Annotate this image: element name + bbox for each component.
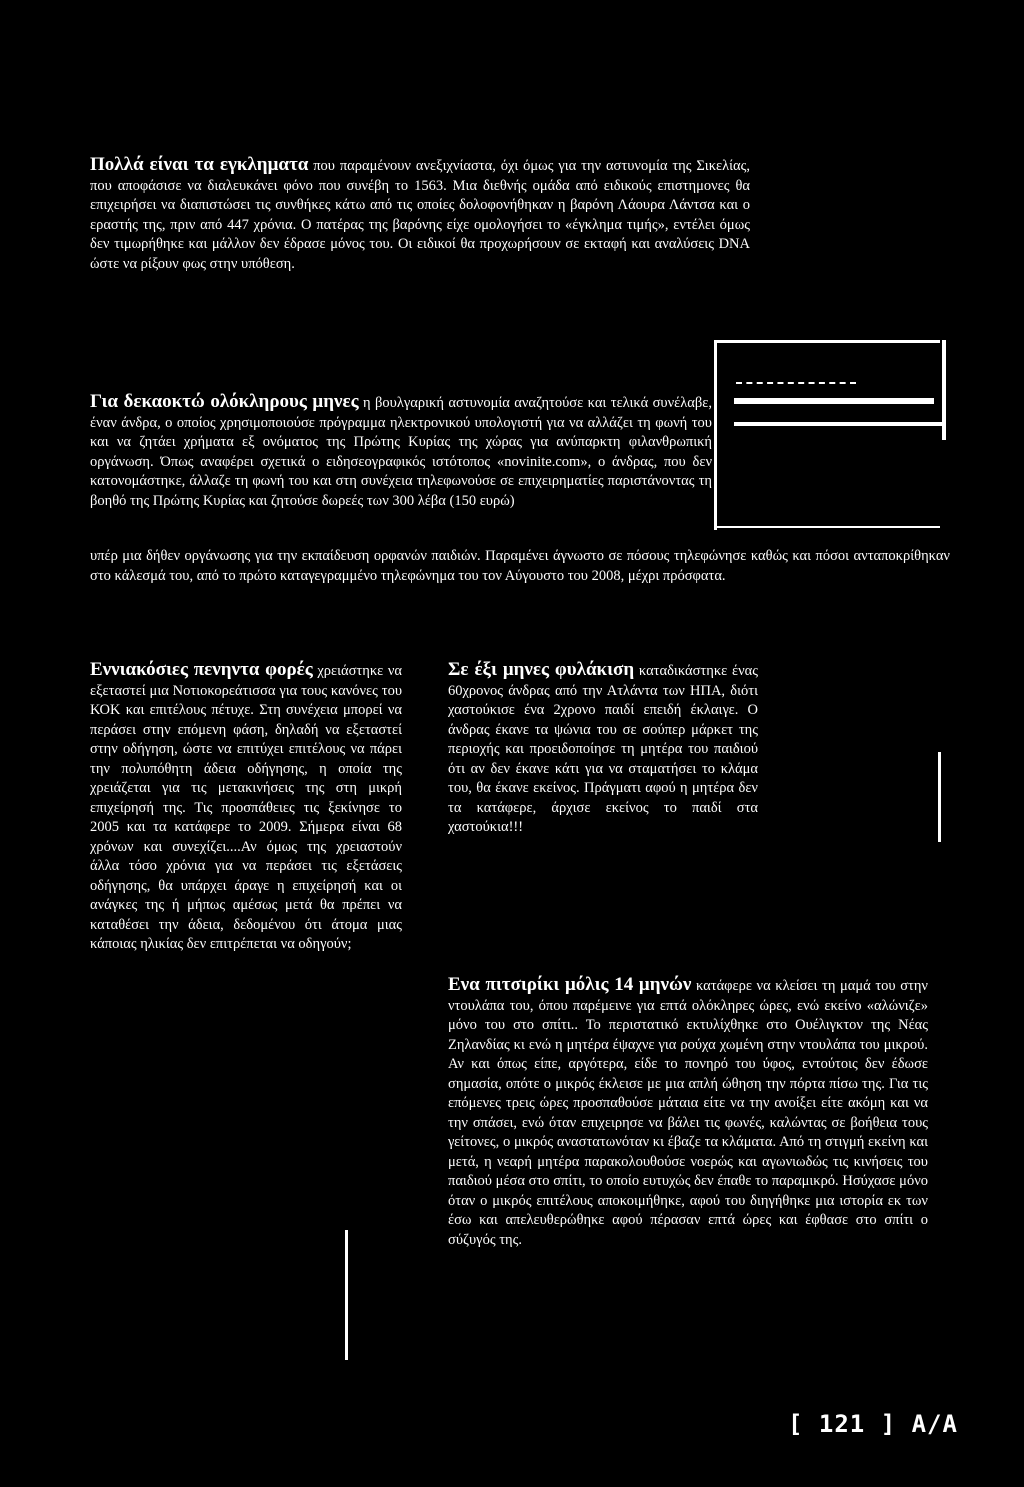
article-lead: Ενα πιτσιρίκι μόλις 14 μηνών (448, 974, 692, 995)
article-toddler-wardrobe (448, 975, 928, 1250)
page-number: [ 121 ] A/A (788, 1410, 958, 1438)
article-lead: Για δεκαοκτώ ολόκληρους μηνες (90, 391, 359, 412)
article-body: χρειάστηκε να εξεταστεί μια Νοτιοκορεάτισσα για τους κανόνες του ΚΟΚ και επιτέλους πέτυχε. Στη συνέχεια μπορεί να περάσει στην επόμενη φάση, δηλαδή να εξεταστεί στην οδήγηση, ώστε να επιτύχει επιτέλους να πάρει την πολυπόθητη άδεια οδήγησης, η οποία της χρειάζεται για τις μετακινήσεις της στη μικρή επιχείρησή της. Τις προσπάθειες τις ξεκίνησε το 2005 και τα κατάφερε το 2009. Σήμερα είναι 68 χρόνων και συνεχίζει....Αν όμως της χρειαστούν άλλα τόσο χρόνια για να περάσει τις εξετάσεις οδήγησης, θα υπάρχει άραγε η επιχείρησή και οι ανάγκες της ή μήπως αμέσως μετά θα πρέπει να καταθέσει την άδεια, δεδομένου ότι άτομα μιας κάποιας ηλικίας δεν επιτρέπεται να οδηγούν; (90, 663, 402, 952)
article-body: η βουλγαρική αστυνομία αναζητούσε και τελικά συνέλαβε, έναν άνδρα, ο οποίος χρησιμοποιούσε πρόγραμμα ηλεκτρονικού υπολογιστή για να αλλάζει τη φωνή του και να ζητάει χρήματα εξ ονόματος της Πρώτης Κυρίας της χώρας για ανύπαρκτη φιλανθρωπική οργάνωση. Όπως αναφέρει σχετικά ο ειδησεογραφικός ιστότοπος «novinite.com», ο άνδρας, που δεν κατονομάστηκε, άλλαζε τη φωνή του και στη συνέχεια τηλεφωνούσε σε επιχειρηματίες παριστάνοντας τη βοηθό της Πρώτης Κυρίας και ζητούσε δωρεές των 300 λέβα (150 ευρώ) (90, 395, 712, 509)
article-body: που παραμένουν ανεξιχνίαστα, όχι όμως για την αστυνομία της Σικελίας, που αποφάσισε να διαλευκάνει φόνο που συνέβη το 1563. Μια διεθνής ομάδα από ειδικούς επιστημονες θα επιχειρήσει να διαπιστώσει τις συνθήκες κάτω από τις οποίες δολοφονήθηκαν η βαρόνη Λάουρα Λάντσα και ο εραστής της, πριν από 447 χρόνια. Ο πατέρας της βαρόνης είχε ομολογήσει το «έγκλημα τιμής», εντέλει όμως δεν τιμωρήθηκε και μάλλον δεν έδρασε μόνος του. Οι ειδικοί θα προχωρήσουν σε εκταφή και αναλύσεις DNA ώστε να ρίξουν φως στην υπόθεση. (90, 158, 750, 272)
article-lead: Πολλά είναι τα εγκληματα (90, 154, 309, 175)
article-body: καταδικάστηκε ένας 60χρονος άνδρας από την Ατλάντα των ΗΠΑ, διότι χαστούκισε ένα 2χρονο παιδί επειδή έκλαιγε. Ο άνδρας έκανε τα ψώνια του σε σούπερ μάρκετ της περιοχής και προειδοποίησε τη μητέρα του παιδιού ότι αν δεν έκανε κάτι για να σταματήσει το κλάμα του, θα έκανε εκείνος. Πράγματι αφού η μητέρα δεν τα κατάφερε, άρχισε εκείνος το παιδί στα χαστούκια!!! (448, 663, 758, 835)
decorative-line (345, 1230, 348, 1360)
article-driving-test (90, 660, 402, 955)
article-voice-fraud (90, 392, 712, 511)
decorative-line (938, 752, 941, 842)
article-body: κατάφερε να κλείσει τη μαμά του στην ντουλάπα του, όπου παρέμεινε για επτά ολόκληρες ώρες, ενώ εκείνο «αλώνιζε» μόνο του στο σπίτι.. Το περιστατικό εκτυλίχθηκε στο Ουέλιγκτον της Νέας Ζηλανδίας κι ενώ η μητέρα έψαχνε για ρούχα χωμένη στην ντουλάπα του μικρού. Αν και όπως είπε, αργότερα, είδε το πονηρό του ύφος, εντούτοις δεν έδωσε σημασία, οπότε ο μικρός έκλεισε με μια απλή ώθηση την πόρτα πίσω της. Για τις επόμενες τρεις ώρες προσπαθούσε μάταια είτε να την ανοίξει είτε ακόμη και να την σπάσει, ενώ όταν επιχειρησε να βάλει τις φωνές, καλώντας σε βοήθεια τους γείτονες, ο μικρός αναστατωνόταν κι έβαζε τα κλάματα. Από τη στιγμή εκείνη και μετά, η νεαρή μητέρα παρακολουθούσε νοερώς και αγωνιωδώς τις κινήσεις του παιδιού μέσα στο σπίτι, το οποίο ευτυχώς δεν έπαθε το παραμικρό. Ησύχασε μόνο όταν ο μικρός επιτέλους αποκοιμήθηκε, αφού του διηγήθηκε μια ιστορία εκ των έσω και απελευθερώθηκε αφού πέρασαν επτά ώρες και έφθασε στο σπίτι ο σύζυγός της. (448, 978, 928, 1248)
article-voice-fraud-continuation: υπέρ μια δήθεν οργάνωσης για την εκπαίδευση ορφανών παιδιών. Παραμένει άγνωστο σε πόσους τηλεφώνησε καθώς και πόσοι ανταποκρίθηκαν στο κάλεσμά του, από το πρώτο καταγεγραμμένο τηλεφώνημα του τον Αύγουστο του 2008, μέχρι πρόσφατα. (90, 548, 950, 584)
article-renaissance-murder (90, 155, 750, 274)
article-atlanta-slap (448, 660, 758, 838)
article-lead: Σε έξι μηνες φυλάκιση (448, 659, 635, 680)
decorative-frame (714, 340, 940, 524)
article-lead: Εννιακόσιες πενηντα φορές (90, 659, 313, 680)
